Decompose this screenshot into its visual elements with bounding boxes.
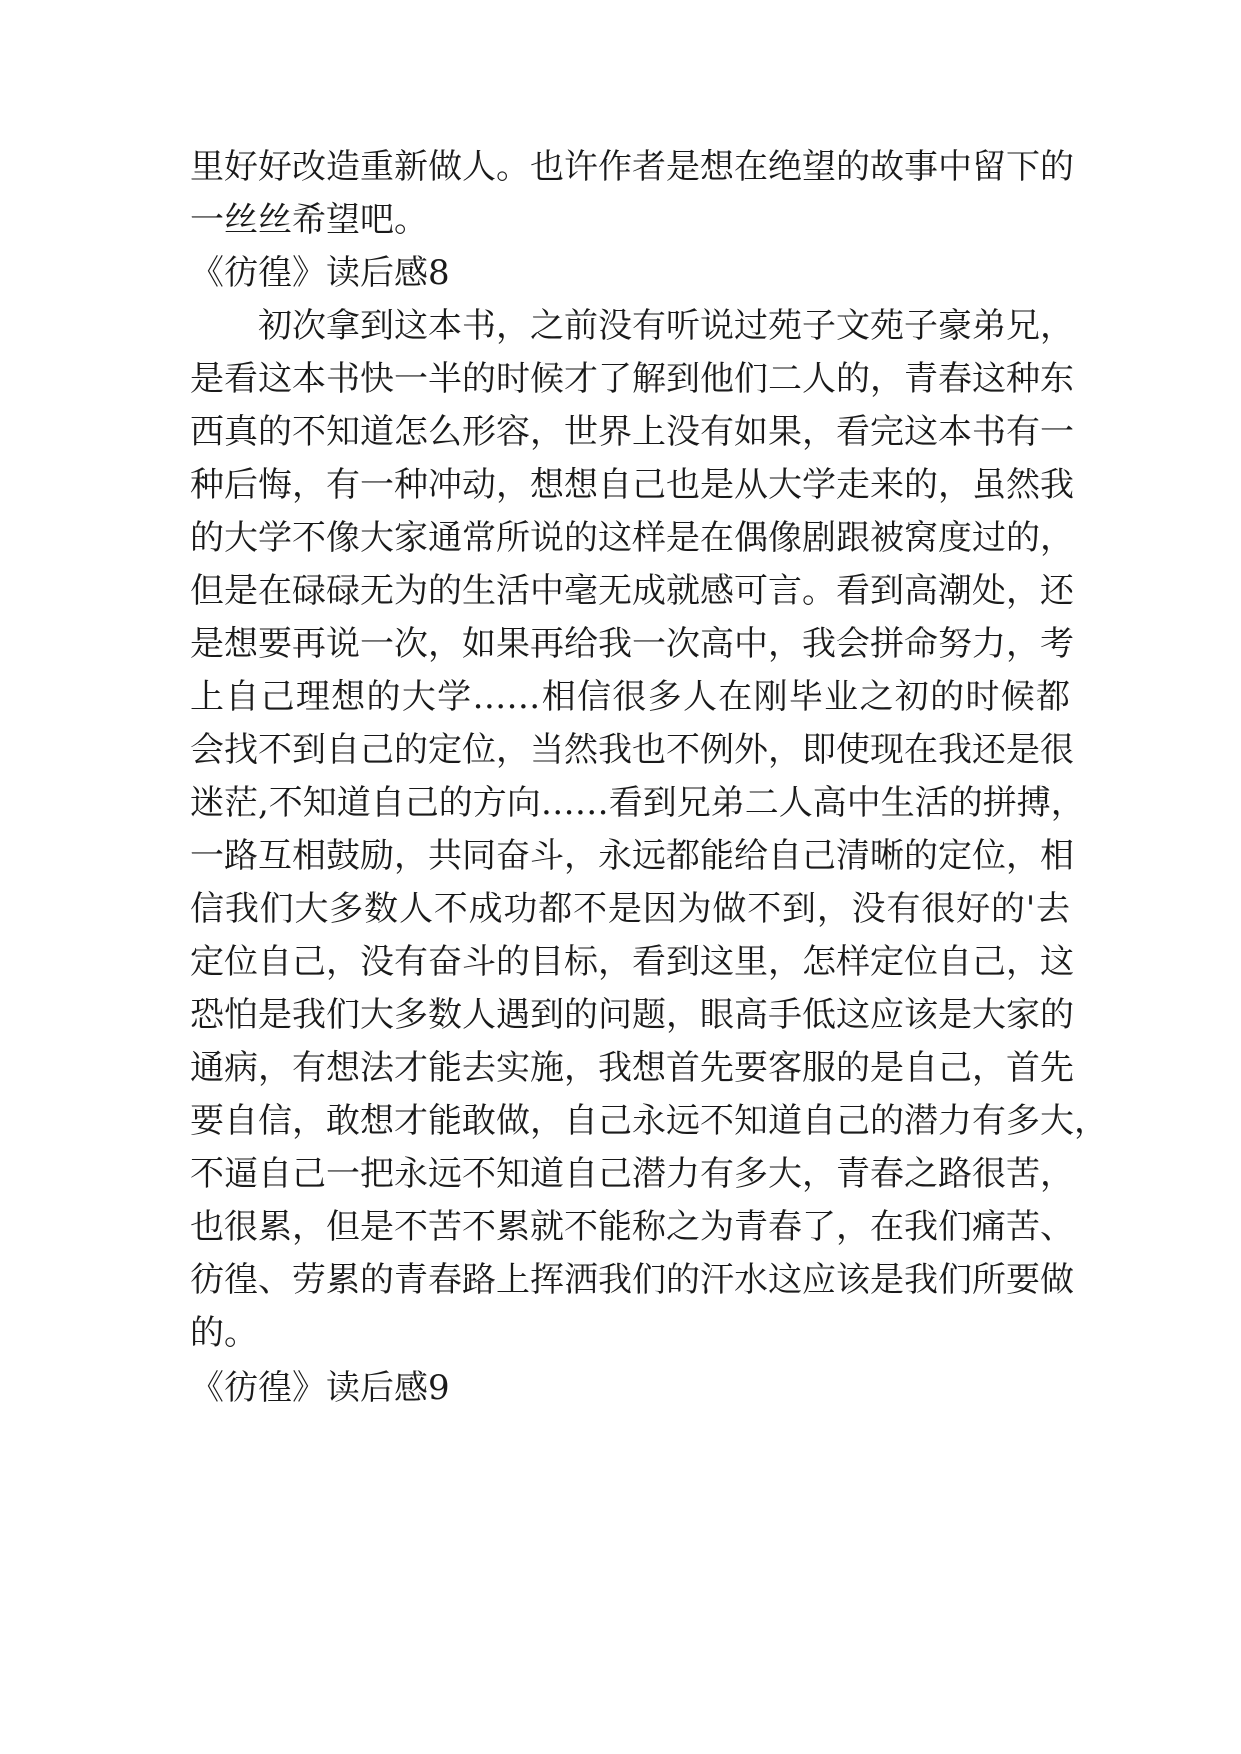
body-line-12: 信我们大多数人不成功都不是因为做不到，没有很好的'去 [190, 889, 1070, 929]
body-line-20: 的。 [190, 1313, 258, 1353]
intro-line-1: 里好好改造重新做人。也许作者是想在绝望的故事中留下的 [190, 147, 1074, 187]
body-line-6: 但是在碌碌无为的生活中毫无成就感可言。看到高潮处，还 [190, 571, 1074, 611]
body-line-17: 不逼自己一把永远不知道自己潜力有多大，青春之路很苦， [190, 1154, 1074, 1194]
body-line-3: 西真的不知道怎么形容，世界上没有如果，看完这本书有一 [190, 412, 1074, 452]
body-line-4: 种后悔，有一种冲动，想想自己也是从大学走来的，虽然我 [190, 465, 1074, 505]
body-line-19: 彷徨、劳累的青春路上挥洒我们的汗水这应该是我们所要做 [190, 1260, 1074, 1300]
body-line-10: 迷茫,不知道自己的方向……看到兄弟二人高中生活的拼搏， [190, 783, 1085, 823]
body-line-18: 也很累，但是不苦不累就不能称之为青春了，在我们痛苦、 [190, 1207, 1074, 1247]
body-line-8: 上自己理想的大学……相信很多人在刚毕业之初的时候都 [190, 677, 1070, 717]
body-line-16: 要自信，敢想才能敢做，自己永远不知道自己的潜力有多大， [190, 1101, 1108, 1141]
body-line-13: 定位自己，没有奋斗的目标，看到这里，怎样定位自己，这 [190, 942, 1074, 982]
body-line-5: 的大学不像大家通常所说的这样是在偶像剧跟被窝度过的， [190, 518, 1074, 558]
section-heading-8: 《彷徨》读后感8 [190, 253, 450, 293]
body-line-7: 是想要再说一次，如果再给我一次高中，我会拼命努力，考 [190, 624, 1074, 664]
body-line-14: 恐怕是我们大多数人遇到的问题，眼高手低这应该是大家的 [190, 995, 1074, 1035]
intro-line-2: 一丝丝希望吧。 [190, 200, 428, 240]
body-line-2: 是看这本书快一半的时候才了解到他们二人的，青春这种东 [190, 359, 1074, 399]
body-line-11: 一路互相鼓励，共同奋斗，永远都能给自己清晰的定位，相 [190, 836, 1074, 876]
body-line-1: 初次拿到这本书，之前没有听说过苑子文苑子豪弟兄， [258, 306, 1074, 346]
section-heading-9: 《彷徨》读后感9 [190, 1368, 450, 1408]
body-line-9: 会找不到自己的定位，当然我也不例外，即使现在我还是很 [190, 730, 1074, 770]
body-line-15: 通病，有想法才能去实施，我想首先要客服的是自己，首先 [190, 1048, 1074, 1088]
